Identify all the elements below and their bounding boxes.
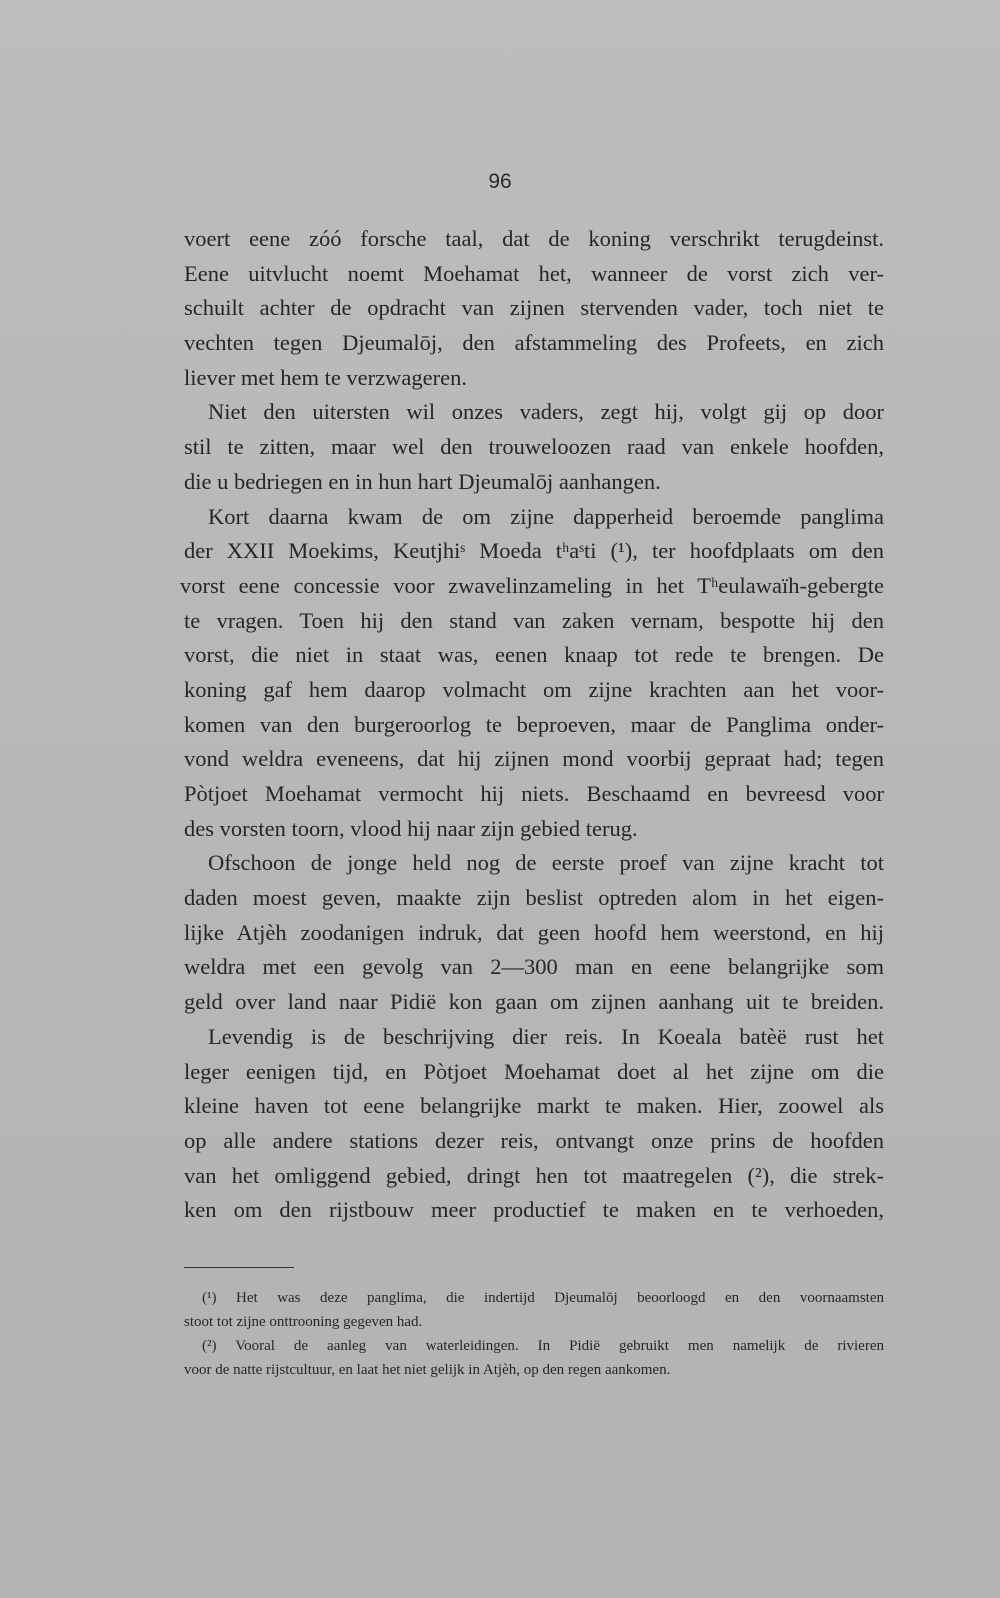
text-line: des vorsten toorn, vlood hij naar zijn gebied terug. [184, 815, 638, 841]
footnote-line: (²) Vooral de aanleg van waterleidingen. In Pidië gebruikt men namelijk de rivieren [202, 1338, 884, 1354]
text-line: leger eenigen tijd, en Pòtjoet Moehamat doet al het zijne om die [184, 1058, 884, 1084]
text-line: vechten tegen Djeumalōj, den afstammeling des Profeets, en zich [184, 330, 884, 356]
text-line: vond weldra eveneens, dat hij zijnen mond voorbij gepraat had; tegen [184, 746, 884, 772]
text-line: die u bedriegen en in hun hart Djeumalōj aanhangen. [184, 468, 661, 494]
text-line: vorst eene concessie voor zwavelinzameling in het Tʰeulawaïh-gebergte [180, 572, 884, 598]
footnote-line: (¹) Het was deze panglima, die indertijd Djeumalōj beoorloogd en den voornaamsten [202, 1290, 884, 1306]
text-line: van het omliggend gebied, dringt hen tot maatregelen (²), die strek- [184, 1162, 884, 1188]
text-line: komen van den burgeroorlog te beproeven, maar de Panglima onder- [184, 711, 884, 737]
text-line: Levendig is de beschrijving dier reis. In Koeala batèë rust het [208, 1023, 884, 1049]
text-line: Eene uitvlucht noemt Moehamat het, wanneer de vorst zich ver- [184, 260, 884, 286]
text-line: liever met hem te verzwageren. [184, 364, 467, 390]
body-text [180, 222, 884, 1228]
text-line: lijke Atjèh zoodanigen indruk, dat geen hoofd hem weerstond, en hij [184, 919, 884, 945]
text-line: kleine haven tot eene belangrijke markt te maken. Hier, zoowel als [184, 1093, 884, 1119]
text-line: schuilt achter de opdracht van zijnen stervenden vader, toch niet te [184, 295, 884, 321]
footnote-line: stoot tot zijne onttrooning gegeven had. [184, 1314, 423, 1330]
footnote-line: voor de natte rijstcultuur, en laat het niet gelijk in Atjèh, op den regen aankomen. [184, 1362, 671, 1378]
text-line: ken om den rijstbouw meer productief te maken en te verhoeden, [184, 1197, 884, 1223]
footnotes [184, 1286, 884, 1382]
text-line: voert eene zóó forsche taal, dat de koning verschrikt terugdeinst. [184, 226, 884, 251]
text-line: weldra met een gevolg van 2—300 man en eene belangrijke som [184, 954, 884, 980]
page-number: 96 [488, 170, 512, 193]
text-line: te vragen. Toen hij den stand van zaken vernam, bespotte hij den [184, 607, 884, 633]
footnote-divider [184, 1267, 294, 1268]
text-line: op alle andere stations dezer reis, ontvangt onze prins de hoofden [184, 1127, 884, 1153]
text-line: stil te zitten, maar wel den trouweloozen raad van enkele hoofden, [184, 434, 884, 460]
text-line: der XXII Moekims, Keutjhiˢ Moeda tʰaˢti (¹), ter hoofdplaats om den [184, 538, 884, 564]
text-line: Ofschoon de jonge held nog de eerste proef van zijne kracht tot [208, 850, 884, 876]
text-line: geld over land naar Pidië kon gaan om zijnen aanhang uit te breiden. [184, 989, 884, 1015]
text-line: Kort daarna kwam de om zijne dapperheid beroemde panglima [208, 503, 884, 529]
text-line: koning gaf hem daarop volmacht om zijne krachten aan het voor- [184, 676, 884, 702]
text-line: Pòtjoet Moehamat vermocht hij niets. Beschaamd en bevreesd voor [184, 781, 884, 806]
text-line: Niet den uitersten wil onzes vaders, zegt hij, volgt gij op door [208, 399, 884, 425]
text-line: vorst, die niet in staat was, eenen knaap tot rede te brengen. De [184, 642, 884, 668]
text-line: daden moest geven, maakte zijn beslist optreden alom in het eigen- [184, 885, 884, 911]
